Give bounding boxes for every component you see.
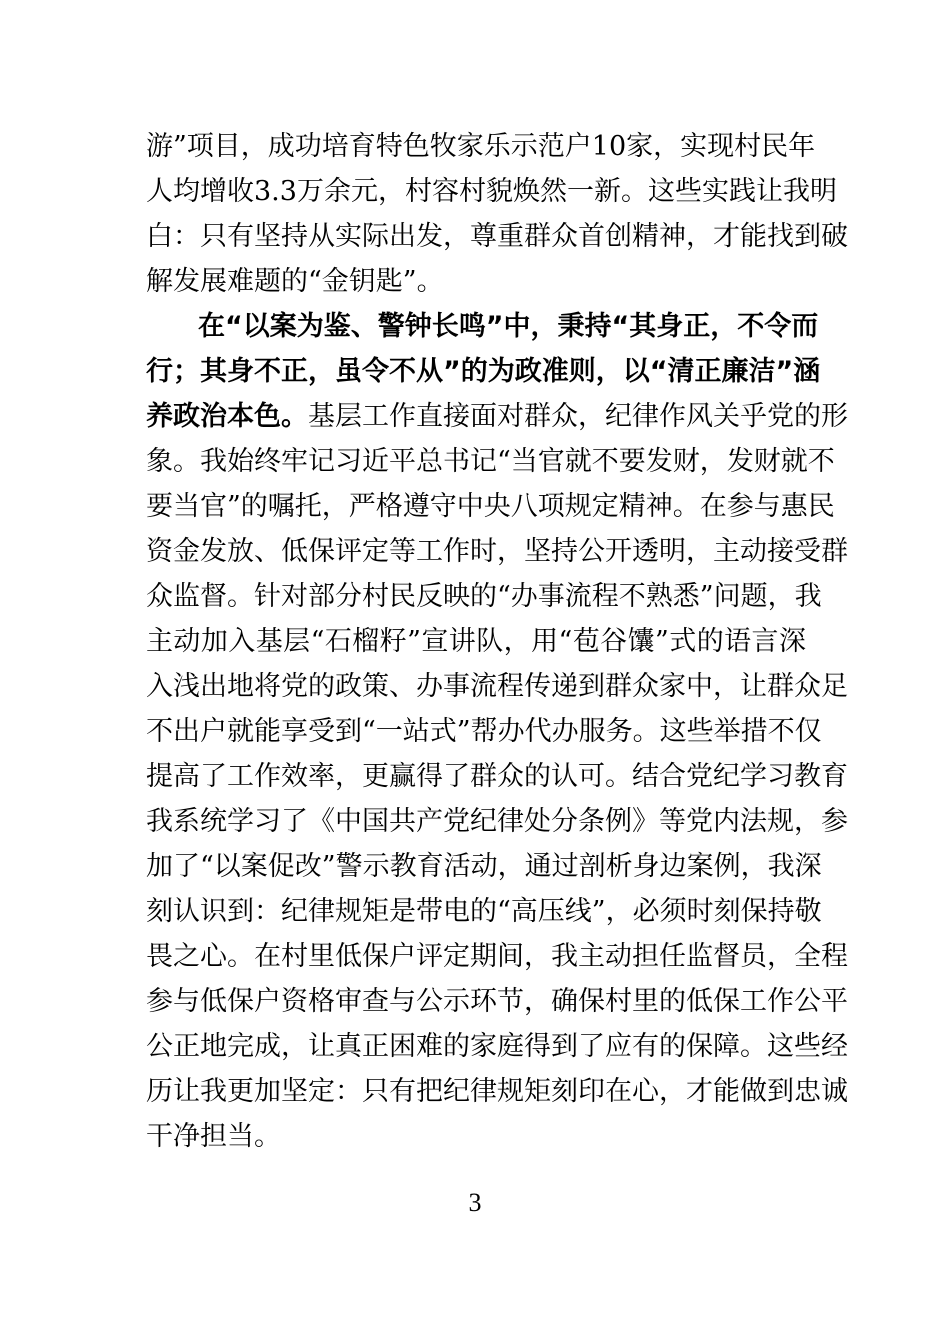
text-line: 游”项目，成功培育特色牧家乐示范户10家，实现村民年 <box>146 131 816 162</box>
text-line: 不出户就能享受到“一站式”帮办代办服务。这些举措不仅 <box>146 716 822 747</box>
text-line: 资金发放、低保评定等工作时，坚持公开透明，主动接受群 <box>146 536 848 567</box>
text-line: 参与低保户资格审查与公示环节，确保村里的低保工作公平 <box>146 986 848 1017</box>
text-segment: 基层工作直接面对群众，纪律作风关乎党的形 <box>308 401 848 432</box>
page-number: 3 <box>468 1188 482 1217</box>
text-line: 加了“以案促改”警示教育活动，通过剖析身边案例，我深 <box>146 851 822 882</box>
bold-heading-line: 在“以案为鉴、警钟长鸣”中，秉持“其身正，不令而 <box>198 311 819 342</box>
text-line: 畏之心。在村里低保户评定期间，我主动担任监督员，全程 <box>146 941 848 972</box>
text-line: 要当官”的嘱托，严格遵守中央八项规定精神。在参与惠民 <box>146 491 835 522</box>
text-line: 入浅出地将党的政策、办事流程传递到群众家中，让群众足 <box>146 671 848 702</box>
text-line: 白：只有坚持从实际出发，尊重群众首创精神，才能找到破 <box>146 221 848 252</box>
text-line: 解发展难题的“金钥匙”。 <box>146 266 444 297</box>
text-line: 历让我更加坚定：只有把纪律规矩刻印在心，才能做到忠诚 <box>146 1076 848 1107</box>
text-line: 主动加入基层“石榴籽”宣讲队，用“苞谷馕”式的语言深 <box>146 626 806 657</box>
text-line: 众监督。针对部分村民反映的“办事流程不熟悉”问题，我 <box>146 581 822 612</box>
text-line: 我系统学习了《中国共产党纪律处分条例》等党内法规，参 <box>146 806 848 837</box>
text-line: 刻认识到：纪律规矩是带电的“高压线”，必须时刻保持敬 <box>146 896 822 927</box>
text-line: 公正地完成，让真正困难的家庭得到了应有的保障。这些经 <box>146 1031 848 1062</box>
text-line: 象。我始终牢记习近平总书记“当官就不要发财，发财就不 <box>146 446 835 477</box>
text-line: 干净担当。 <box>146 1121 281 1152</box>
bold-heading-line: 行；其身不正，虽令不从”的为政准则，以“清正廉洁”涵 <box>146 356 821 387</box>
bold-heading-end: 养政治本色。 <box>146 401 308 432</box>
text-line: 提高了工作效率，更赢得了群众的认可。结合党纪学习教育 <box>146 761 848 792</box>
text-line: 人均增收3.3万余元，村容村貌焕然一新。这些实践让我明 <box>146 176 837 207</box>
text-line <box>146 399 848 435</box>
